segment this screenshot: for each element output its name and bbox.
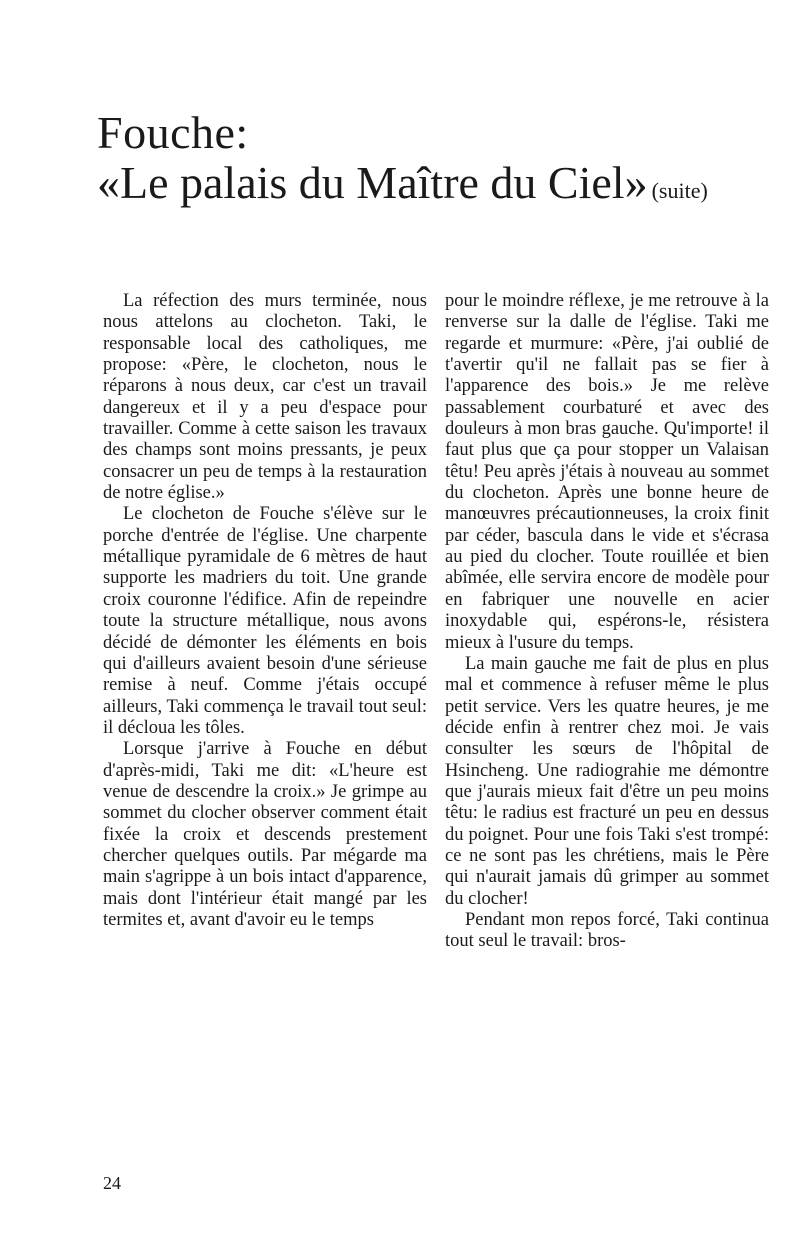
article-title-line-1: Fouche: <box>97 107 249 158</box>
paragraph: Lorsque j'arrive à Fouche en début d'après-midi, Taki me dit: «L'heure est venue de descendre la croix.» Je grimpe au sommet du clocher observer comment était fixée la croix et descends prestement chercher quelques outils. Par mégarde ma main s'agrippe à un bois intact d'apparence, mais dont l'intérieur était mangé par les termites et, avant d'avoir eu le temps <box>103 739 427 930</box>
page-number: 24 <box>103 1173 121 1193</box>
text-column-right <box>445 291 769 953</box>
paragraph: Le clocheton de Fouche s'élève sur le porche d'entrée de l'église. Une charpente métallique pyramidale de 6 mètres de haut supporte les madriers du toit. Une grande croix couronne l'édifice. Afin de repeindre toute la structure métallique, nous avons décidé de démonter les éléments en bois qui d'ailleurs avaient besoin d'une sérieuse remise à neuf. Comme j'étais occupé ailleurs, Taki commença le travail tout seul: il décloua les tôles. <box>103 504 427 738</box>
article-title-line-2 <box>97 157 708 208</box>
article-title-main: «Le palais du Maître du Ciel» <box>97 157 648 208</box>
article-title-suffix: (suite) <box>651 178 708 203</box>
paragraph: Pendant mon repos forcé, Taki continua tout seul le travail: bros- <box>445 909 769 952</box>
paragraph-continued: pour le moindre réflexe, je me retrouve à la renverse sur la dalle de l'église. Taki me regarde et murmure: «Père, j'ai oublié de t'avertir qu'il ne fallait pas se fier à l'apparence des bois.» Je me relève passablement courbaturé et avec des douleurs à mon bras gauche. Qu'importe! il faut plus que ça pour stopper un Valaisan têtu! Peu après j'étais à nouveau au sommet du clocheton. Après une bonne heure de manœuvres précautionneuses, la croix finit par céder, bascula dans le vide et s'écrasa au pied du clocher. Toute rouillée et bien abîmée, elle servira encore de modèle pour en fabriquer une nouvelle en acier inoxydable qui, espérons-le, résistera mieux à l'usure du temps. <box>445 291 769 653</box>
text-column-left <box>103 291 427 931</box>
paragraph: La réfection des murs terminée, nous nous attelons au clocheton. Taki, le responsable local des catholiques, me propose: «Père, le clocheton, nous le réparons à nous deux, car c'est un travail dangereux et il y a peu d'espace pour travailler. Comme à cette saison les travaux des champs sont moins pressants, je peux consacrer un peu de temps à la restauration de notre église.» <box>103 291 427 504</box>
paragraph: La main gauche me fait de plus en plus mal et commence à refuser même le plus petit service. Vers les quatre heures, je me décide enfin à rentrer chez moi. Je vais consulter les sœurs de l'hôpital de Hsincheng. Une radiograhie me démontre que j'aurais mieux fait d'être un peu moins têtu: le radius est fracturé un peu en dessus du poignet. Pour une fois Taki s'est trompé: ce ne sont pas les chrétiens, mais le Père qui n'aurait jamais dû grimper au sommet du clocher! <box>445 653 769 909</box>
